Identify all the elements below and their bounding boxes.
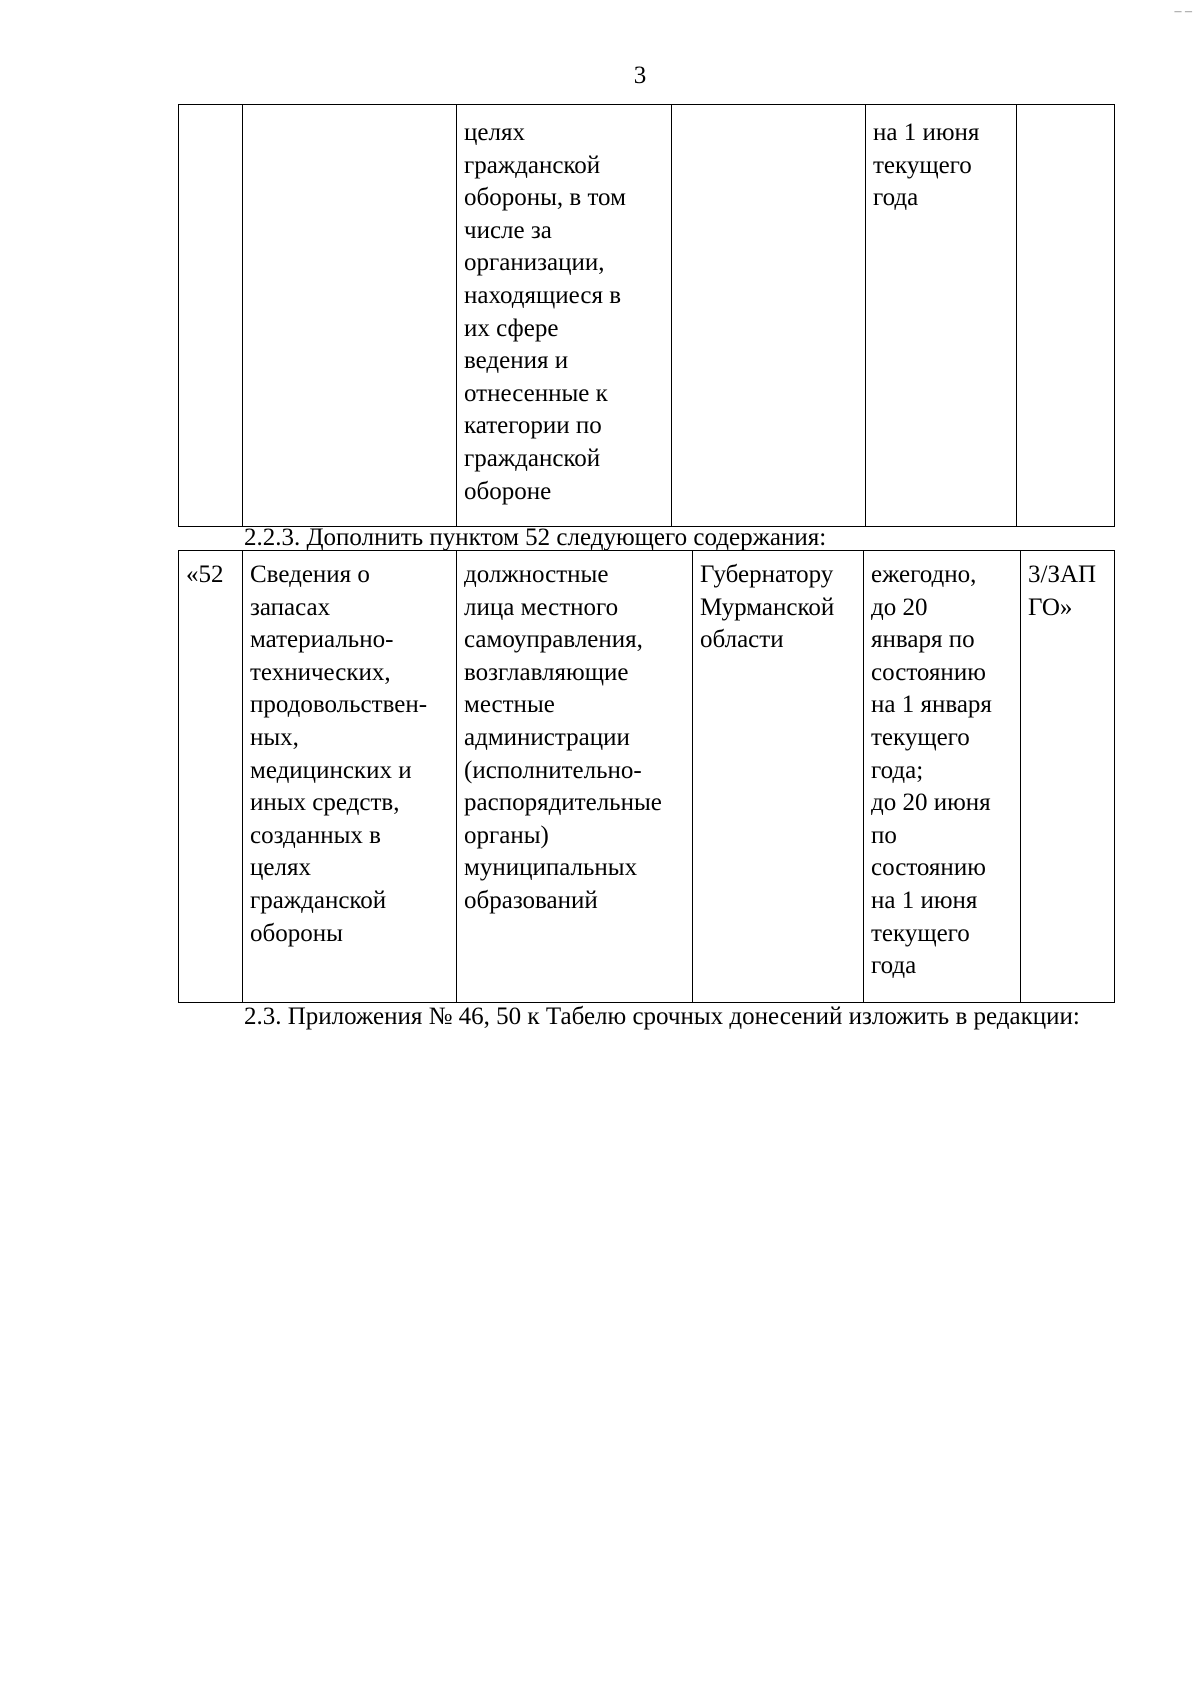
cell-report-name bbox=[243, 105, 457, 527]
cell-recipient bbox=[672, 105, 866, 527]
cell-deadline: ежегодно, до 20 января по состоянию на 1 января текущего года; до 20 июня по состоянию на 1 июня текущего года bbox=[864, 551, 1021, 1003]
table-row bbox=[179, 551, 1115, 1003]
continued-table bbox=[178, 104, 1115, 527]
cell-recipient: Губернатору Мурманской области bbox=[693, 551, 864, 1003]
scan-mark: ‒ ‒ bbox=[1174, 4, 1192, 19]
cell-number bbox=[179, 105, 243, 527]
cell-submitter: должностные лица местного самоуправления, возглавляющие местные администрации (исполнительно- распорядительные органы) муниципальных образований bbox=[457, 551, 693, 1003]
clause-2-2-3: 2.2.3. Дополнить пунктом 52 следующего содержания: bbox=[244, 524, 827, 551]
clause-2-3: 2.3. Приложения № 46, 50 к Табелю срочных донесений изложить в редакции: bbox=[244, 1003, 1080, 1030]
table-row bbox=[179, 105, 1115, 527]
cell-submitter: целях гражданской обороны, в том числе за организации, находящиеся в их сфере ведения и отнесенные к категории по гражданской обороне bbox=[457, 105, 672, 527]
cell-number: «52 bbox=[179, 551, 243, 1003]
cell-form-code bbox=[1017, 105, 1115, 527]
cell-form-code: 3/ЗАП ГО» bbox=[1021, 551, 1115, 1003]
cell-report-name: Сведения о запасах материально- технических, продовольствен- ных, медицинских и иных средств, созданных в целях гражданской обороны bbox=[243, 551, 457, 1003]
new-item-table bbox=[178, 550, 1115, 1003]
cell-deadline: на 1 июня текущего года bbox=[866, 105, 1017, 527]
page-number: 3 bbox=[633, 62, 647, 89]
